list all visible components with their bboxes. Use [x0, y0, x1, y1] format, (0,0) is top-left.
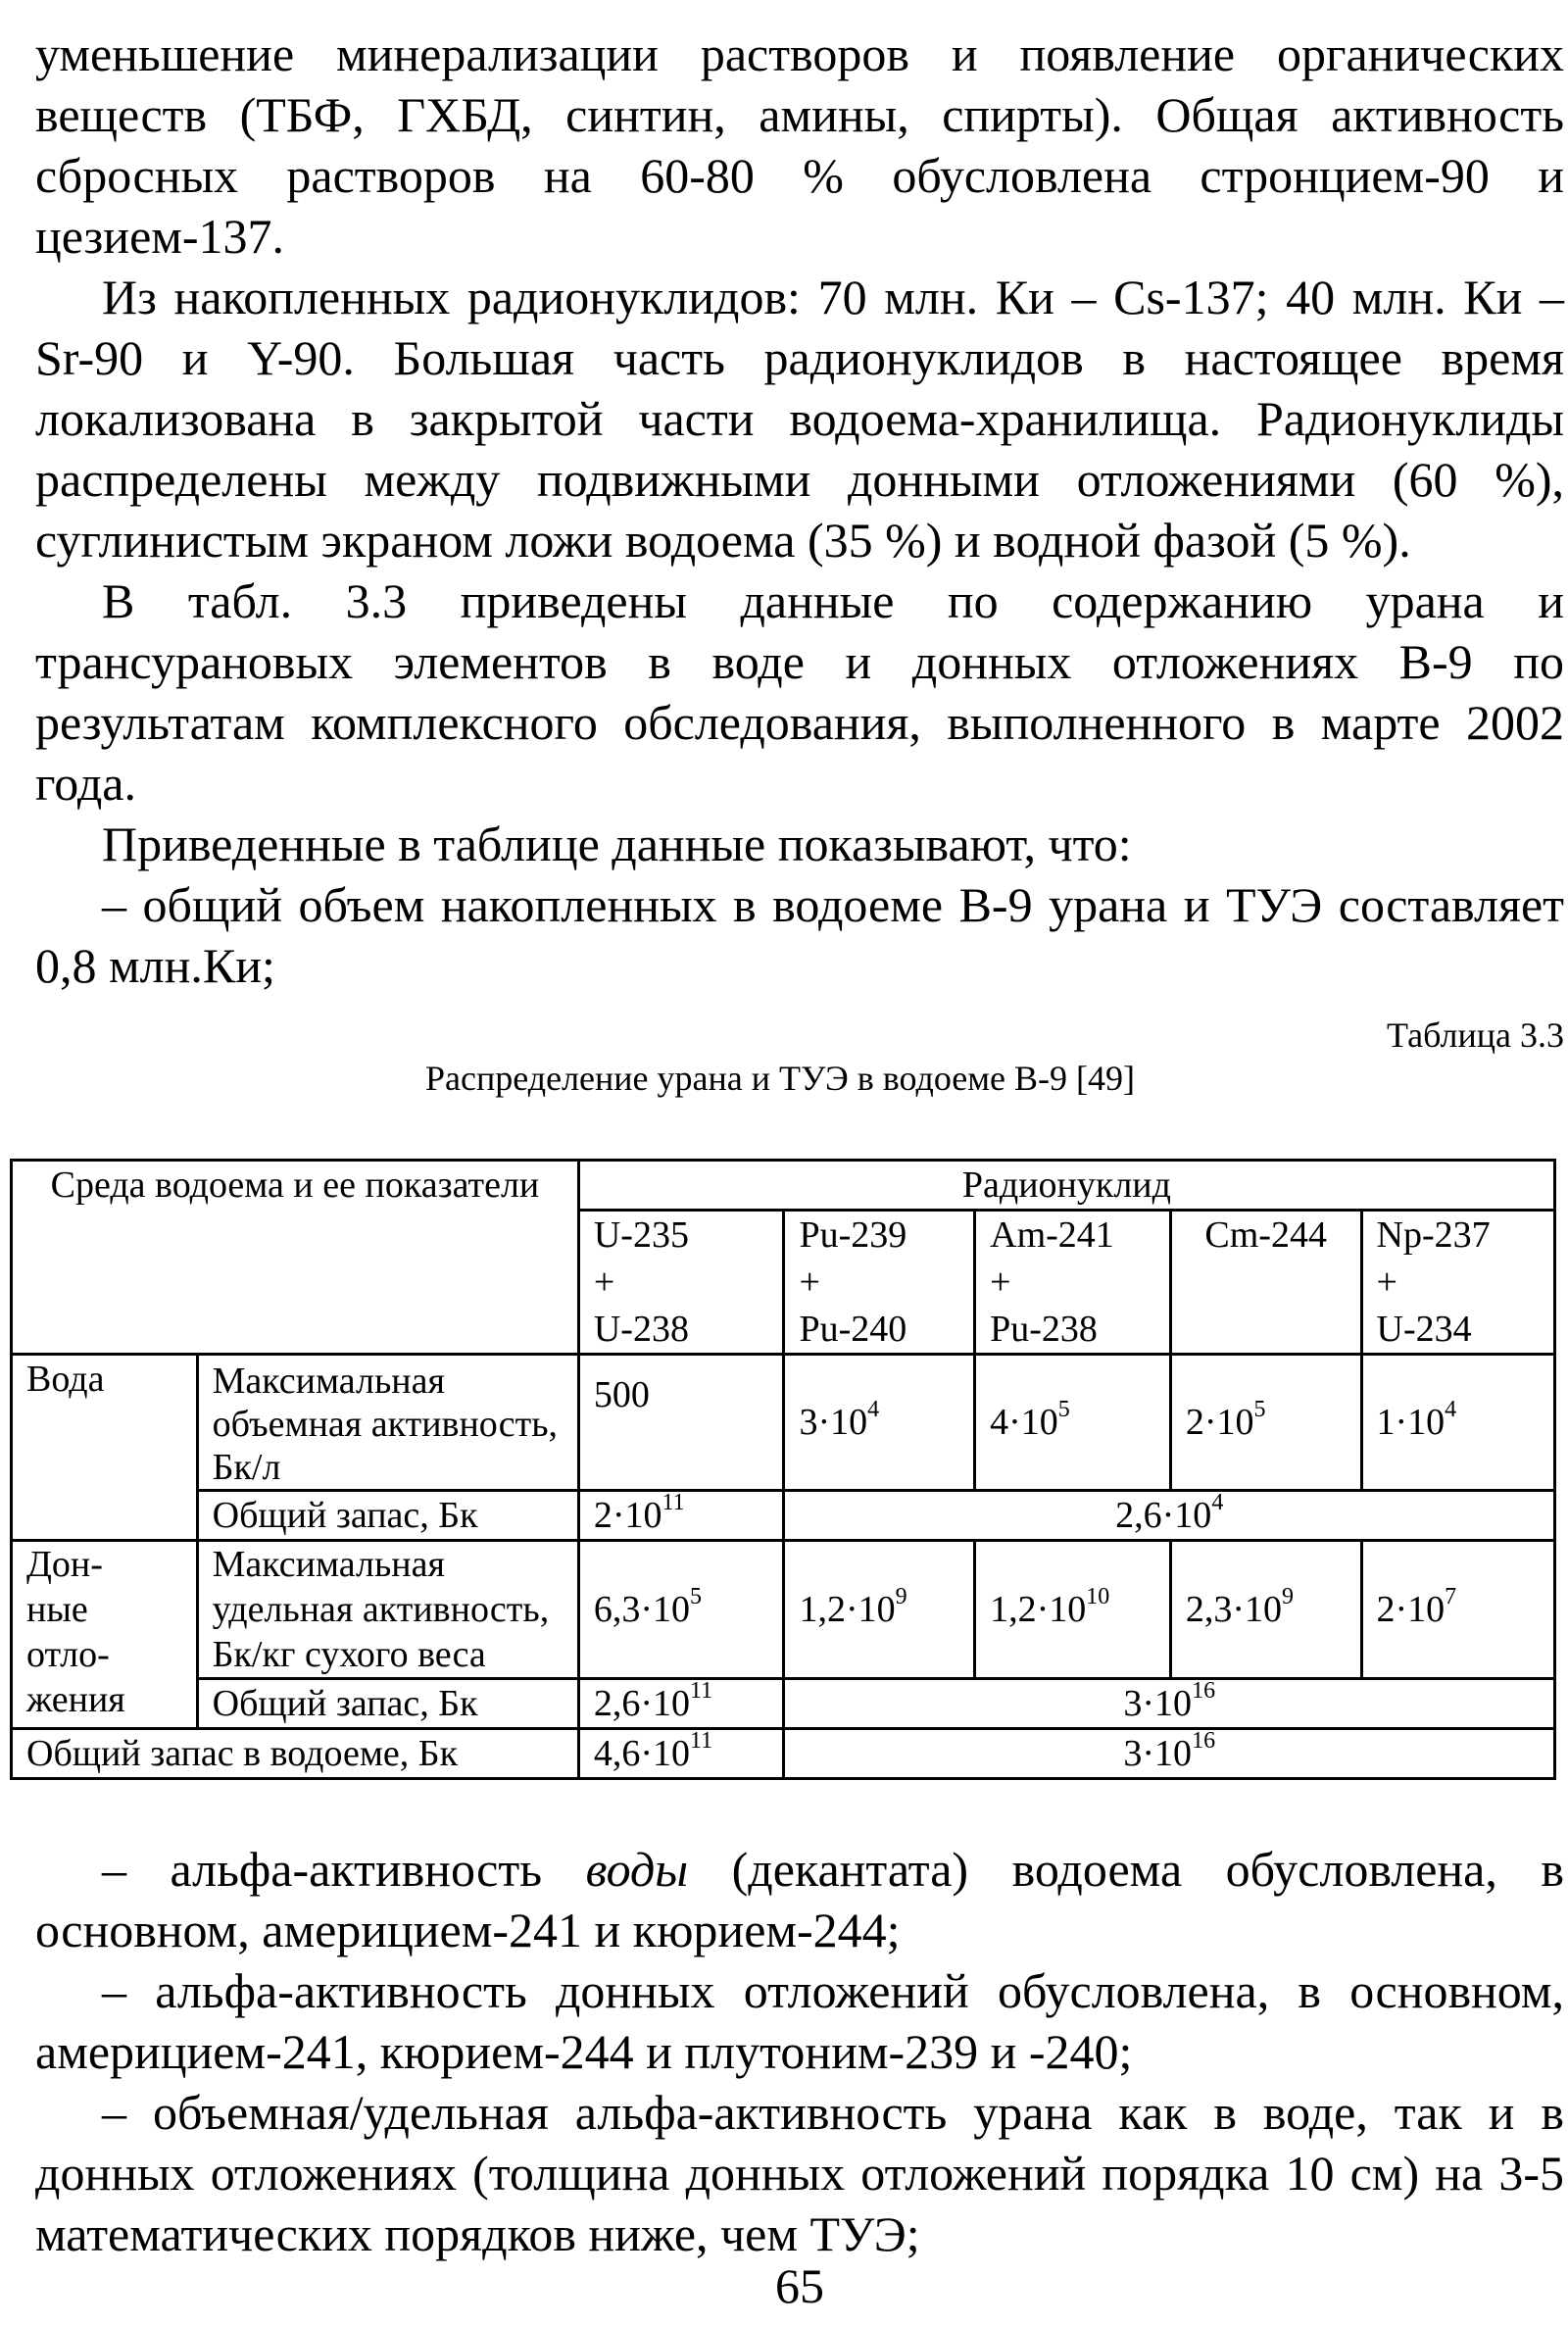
- table-cell: $2,3\cdot 10^9$: [1170, 1541, 1361, 1679]
- column-header: Cm-244: [1170, 1211, 1361, 1355]
- table-cell: $4\cdot 10^5$: [975, 1355, 1171, 1491]
- table-row: [12, 1355, 1555, 1491]
- table-cell: $2\cdot 10^5$: [1170, 1355, 1361, 1491]
- column-header: U-235 + U-238: [578, 1211, 784, 1355]
- table-cell: $3\cdot 10^{16}$: [784, 1679, 1555, 1729]
- page-number: 65: [775, 2258, 824, 2313]
- column-header: Am-241 + Pu-238: [975, 1211, 1171, 1355]
- paragraph: – объемная/удельная альфа-активность урана как в воде, так и в донных отложениях (толщина донных отложений порядка 10 см) на 3-5 математических порядков ниже, чем ТУЭ;: [35, 2085, 1564, 2261]
- paragraph: – альфа-активность донных отложений обусловлена, в основном, америцием-241, кюрием-244 и плутоним-239 и -240;: [35, 1963, 1564, 2079]
- row-sublabel: Общий запас, Бк: [197, 1491, 578, 1541]
- row-label-total: Общий запас в водоеме, Бк: [12, 1729, 579, 1779]
- table-cell: $3\cdot 10^4$: [784, 1355, 975, 1491]
- data-table: [10, 1159, 1556, 1780]
- table-cell: $1\cdot 10^4$: [1361, 1355, 1555, 1491]
- table-cell: $6,3\cdot 10^5$: [578, 1541, 784, 1679]
- table-row: [12, 1541, 1555, 1679]
- column-header: Np-237 + U-234: [1361, 1211, 1555, 1355]
- table-cell: 500: [578, 1355, 784, 1491]
- table-row: [12, 1491, 1555, 1541]
- row-label-water: Вода: [12, 1355, 198, 1541]
- row-sublabel: Максимальная объемная активность, Бк/л: [197, 1355, 578, 1491]
- header-nuclide: Радионуклид: [578, 1161, 1554, 1211]
- paragraph: Из накопленных радионуклидов: 70 млн. Ки – Cs-137; 40 млн. Ки – Sr-90 и Y-90. Большая часть радионуклидов в настоящее время локализована в закрытой части водоема-хранилища. Радионуклиды распределены между подвижными донными отложениями (60 %), суглинистым экраном ложи водоема (35 %) и водной фазой (5 %).: [35, 270, 1564, 568]
- row-label-sediments: Дон- ные отло- жения: [12, 1541, 198, 1729]
- table-header-row: [12, 1161, 1555, 1211]
- paragraph: – альфа-активность воды (декантата) водоема обусловлена, в основном, америцием-241 и кюрием-244;: [35, 1842, 1564, 1957]
- paragraph: В табл. 3.3 приведены данные по содержанию урана и трансурановых элементов в воде и донных отложениях В-9 по результатам комплексного обследования, выполненного в марте 2002 года.: [35, 573, 1564, 811]
- table-row: [12, 1679, 1555, 1729]
- table-cell: $2,6\cdot 10^4$: [784, 1491, 1555, 1541]
- column-header: Pu-239 + Pu-240: [784, 1211, 975, 1355]
- row-sublabel: Общий запас, Бк: [197, 1679, 578, 1729]
- table-cell: $2\cdot 10^7$: [1361, 1541, 1555, 1679]
- table-cell: $1,2\cdot 10^9$: [784, 1541, 975, 1679]
- table-caption: Распределение урана и ТУЭ в водоеме В-9 [49]: [425, 1059, 1135, 1098]
- table-row: [12, 1729, 1555, 1779]
- document-page: [26, 24, 1564, 2315]
- row-sublabel: Максимальная удельная активность, Бк/кг сухого веса: [197, 1541, 578, 1679]
- table-cell: $2\cdot 10^{11}$: [578, 1491, 784, 1541]
- table-cell: $4,6\cdot 10^{11}$: [578, 1729, 784, 1779]
- table-cell: $2,6\cdot 10^{11}$: [578, 1679, 784, 1729]
- table-number: Таблица 3.3: [1387, 1015, 1564, 1055]
- header-env: Среда водоема и ее показатели: [12, 1161, 579, 1355]
- paragraph: Приведенные в таблице данные показывают, что:: [102, 817, 1132, 871]
- paragraph: уменьшение минерализации растворов и появление органических веществ (ТБФ, ГХБД, синтин, амины, спирты). Общая активность сбросных растворов на 60-80 % обусловлена стронцием-90 и цезием-137.: [35, 26, 1564, 264]
- table-cell: $3\cdot 10^{16}$: [784, 1729, 1555, 1779]
- table-cell: $1,2\cdot 10^{10}$: [975, 1541, 1171, 1679]
- paragraph: – общий объем накопленных в водоеме В-9 урана и ТУЭ составляет 0,8 млн.Ки;: [35, 877, 1564, 993]
